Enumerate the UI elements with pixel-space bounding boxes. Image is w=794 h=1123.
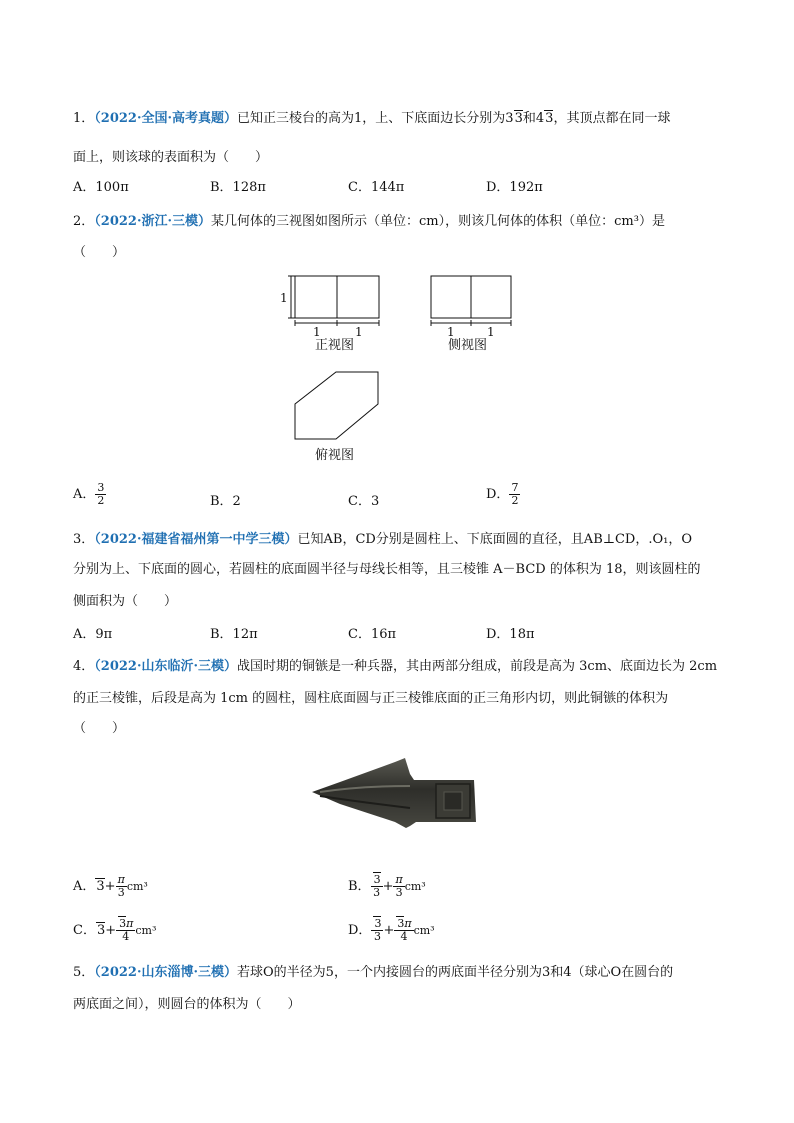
q4-option-a	[73, 874, 148, 899]
side-width2-label: 1	[487, 325, 495, 339]
q4-option-b	[348, 874, 426, 899]
q3-option-d: D．18π	[486, 627, 535, 642]
q5-text1: 若球O的半径为5，一个内接圆台的两底面半径分别为3和4（球心O在圆台的	[237, 965, 674, 980]
q4-d-plus: +	[383, 923, 395, 938]
dim-width1-label: 1	[313, 325, 321, 339]
q1-mid: 和	[522, 111, 536, 126]
dim-height-label: 1	[280, 291, 288, 305]
q1-sqrt1: 3	[514, 111, 523, 126]
q4-source: （2022·山东临沂·三模）	[94, 659, 238, 674]
q4-line3: （ ）	[73, 721, 126, 736]
q4-line2: 的正三棱锥，后段是高为 1cm 的圆柱，圆柱底面圆与正三棱锥底面的正三角形内切，则此铜镞的体积为	[73, 691, 669, 706]
q5-line1	[73, 961, 673, 980]
front-view-label: 正视图	[315, 338, 355, 353]
q2-line1	[73, 210, 665, 229]
q4-option-d	[348, 918, 435, 943]
q2-d-denominator: 2	[511, 494, 519, 507]
q2-d-numerator: 7	[511, 481, 519, 494]
q4-c-den: 4	[122, 930, 130, 943]
q4-a-sqrt3: 3	[96, 879, 105, 894]
three-view-figure	[270, 268, 530, 468]
q2-option-a-prefix: A．	[73, 487, 96, 502]
q4-b-unit: cm³	[404, 880, 426, 893]
q1-value2: 4	[535, 111, 545, 126]
q2-option-c: C．3	[348, 494, 380, 509]
q4-line1	[73, 655, 717, 674]
q1-sqrt2: 3	[545, 111, 554, 126]
q3-option-c: C．16π	[348, 627, 397, 642]
q1-option-d: D．192π	[486, 180, 543, 195]
q4-c-sqrt3: 3	[96, 923, 106, 938]
q5-number: 5．	[73, 965, 95, 980]
q3-line1	[73, 528, 692, 547]
q4-d-fraction2	[394, 918, 413, 943]
q1-source: （2022·全国·高考真题）	[94, 111, 238, 126]
q4-option-c	[73, 918, 156, 943]
dim-width2-label: 1	[355, 325, 363, 339]
q4-c-num-pi: π	[126, 917, 134, 930]
q1-option-a: A．100π	[73, 180, 129, 195]
q2-source: （2022·浙江·三模）	[94, 214, 212, 229]
q5-line2: 两底面之间），则圆台的体积为（ ）	[73, 997, 301, 1012]
q4-a-unit: cm³	[126, 880, 148, 893]
q4-c-plus: +	[105, 923, 117, 938]
q4-d-num2-sqrt: 3	[397, 917, 405, 930]
q4-b-fraction2	[393, 874, 404, 899]
bronze-arrowhead-photo	[310, 756, 480, 830]
q4-d-unit: cm³	[413, 924, 435, 937]
q4-b-plus: +	[382, 879, 394, 894]
q4-c-unit: cm³	[135, 924, 157, 937]
q4-c-num-sqrt: 3	[119, 917, 127, 930]
q4-option-a-prefix: A．	[73, 879, 96, 894]
q4-number: 4．	[73, 659, 95, 674]
q4-d-den1: 3	[373, 930, 381, 943]
q3-option-b: B．12π	[210, 627, 258, 642]
q4-option-b-prefix: B．	[348, 879, 371, 894]
q2-option-d	[486, 482, 520, 507]
q4-d-num2-pi: π	[404, 917, 412, 930]
q4-option-c-prefix: C．	[73, 923, 96, 938]
q4-a-den: 3	[117, 886, 125, 899]
q2-option-d-prefix: D．	[486, 487, 510, 502]
q1-value1: 3	[505, 111, 514, 126]
q1-line1	[73, 107, 670, 126]
top-view-label: 俯视图	[315, 448, 355, 463]
q2-option-b: B．2	[210, 494, 241, 509]
q2-option-a	[73, 482, 106, 507]
q3-source: （2022·福建省福州第一中学三模）	[94, 532, 298, 547]
q2-number: 2．	[73, 214, 95, 229]
q4-text1: 战国时期的铜镞是一种兵器，其由两部分组成，前段是高为 3cm、底面边长为 2cm	[237, 659, 718, 674]
q1-number: 1．	[73, 111, 95, 126]
side-view-label: 侧视图	[448, 338, 488, 353]
q1-line2: 面上，则该球的表面积为（ ）	[73, 150, 269, 165]
q1-text1: 已知正三棱台的高为1，上、下底面边长分别为	[237, 111, 506, 126]
q4-a-num: π	[117, 873, 125, 886]
q4-d-num1: 3	[374, 917, 382, 930]
q4-option-d-prefix: D．	[348, 923, 372, 938]
q2-line2: （ ）	[73, 245, 126, 260]
q4-a-fraction	[116, 874, 127, 899]
q4-d-fraction1	[371, 918, 383, 943]
q5-source: （2022·山东淄博·三模）	[94, 965, 238, 980]
q4-b-den2: 3	[395, 886, 403, 899]
q4-c-fraction	[116, 918, 135, 943]
q2-option-d-fraction	[509, 482, 520, 507]
q3-number: 3．	[73, 532, 95, 547]
q4-b-den1: 3	[373, 886, 381, 899]
q3-line3: 侧面积为（ ）	[73, 594, 178, 609]
q4-d-den2: 4	[400, 930, 408, 943]
q4-b-num1: 3	[373, 873, 381, 886]
q3-option-a: A．9π	[73, 627, 113, 642]
q3-line2: 分别为上、下底面的圆心，若圆柱的底面圆半径与母线长相等，且三棱锥 A－BCD 的体积为 18，则该圆柱的	[73, 562, 701, 577]
q2-text1: 某几何体的三视图如图所示（单位：cm），则该几何体的体积（单位：cm³）是	[211, 214, 665, 229]
q2-a-numerator: 3	[97, 481, 105, 494]
q3-text1: 已知AB，CD分别是圆柱上、下底面圆的直径，且AB⊥CD，.O₁，O	[297, 532, 693, 547]
q2-a-denominator: 2	[97, 494, 105, 507]
side-width1-label: 1	[447, 325, 455, 339]
q2-option-a-fraction	[95, 482, 106, 507]
q4-b-num2: π	[395, 873, 403, 886]
q1-option-c: C．144π	[348, 180, 405, 195]
q4-a-plus: +	[104, 879, 116, 894]
q1-text2: ，其顶点都在同一球	[553, 111, 671, 126]
q4-b-fraction1	[371, 874, 383, 899]
q1-option-b: B．128π	[210, 180, 266, 195]
